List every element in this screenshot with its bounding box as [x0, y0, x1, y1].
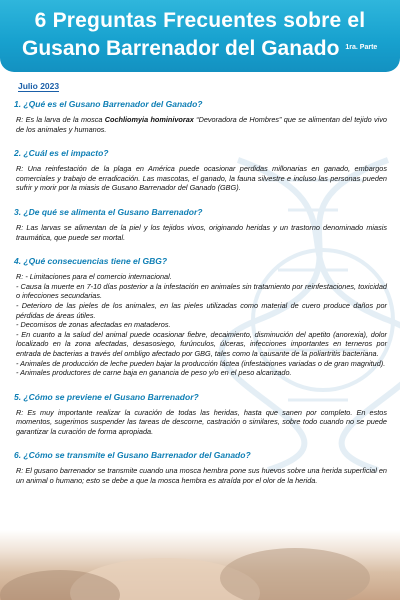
consequence-item: - Decomisos de zonas afectadas en mataderos. — [16, 320, 171, 330]
question-5: 5. ¿Cómo se previene el Gusano Barrenador? — [14, 391, 199, 402]
question-3: 3. ¿De qué se alimenta el Gusano Barrenador? — [14, 206, 203, 217]
consequence-item: - Animales de producción de leche pueden bajar la producción láctea (infestaciones variadas o de gran magnitud). — [16, 358, 386, 368]
question-1: 1. ¿Qué es el Gusano Barrenador del Ganado? — [14, 99, 203, 109]
hands-photo-background — [0, 530, 400, 600]
answer-5: R: Es muy importante realizar la curación de todas las heridas, hasta que sanen por completo. En estos momentos, sugerimos suspender las tareas de descorne, castración o similares, sobre todo cuando no se puede garantizar la curación de forma apropiada. — [16, 407, 387, 436]
title-line-2-text: Gusano Barrenador del Ganado — [22, 37, 340, 60]
consequence-item: - Animales productores de carne baja en ganancia de peso y/o en el peso alcanzado. — [16, 368, 292, 378]
answer-6: R: El gusano barrenador se transmite cuando una mosca hembra pone sus huevos sobre una herida superficial en un animal o humano; esto se debe a que la mosca hembra es atraída por el olor de la herida. — [16, 466, 387, 486]
question-2: 2. ¿Cuál es el impacto? — [14, 148, 109, 159]
question-4: 4. ¿Qué consecuencias tiene el GBG? — [14, 256, 168, 267]
consequence-item: - En cuanto a la salud del animal puede ocasionar fiebre, decaimiento, disminución del apetito (anorexia), dolor localizado en la zona afectadas, desasosiego, furúnculos, úlceras, infecciones importantes en terneros por entrada de bacterias a través del ombligo afectado por GBG, tales como la causante de la poliartritis bacteriana. — [16, 329, 387, 358]
answer-2: R: Una reinfestación de la plaga en América puede ocasionar perdidas millonarias en ganado, embargos comerciales y trabajo de erradicación. Las mascotas, el ganado, la fauna silvestre e incluso las personas pueden sufrir y morir por la miasis de Gusano Barrenador del Ganado (GBG). — [16, 164, 387, 193]
consequence-item: R: - Limitaciones para el comercio internacional. — [16, 272, 172, 282]
title-line-1: 6 Preguntas Frecuentes sobre el — [34, 9, 366, 32]
answer-3: R: Las larvas se alimentan de la piel y los tejidos vivos, originando heridas y un trastorno denominado miasis traumática, que puede ser mortal. — [16, 222, 387, 242]
title-line-2 — [22, 36, 377, 61]
question-6: 6. ¿Cómo se transmite el Gusano Barrenador del Ganado? — [14, 450, 251, 461]
faq-content — [14, 76, 387, 486]
answer-4 — [14, 272, 387, 378]
date-label: Julio 2023 — [18, 81, 60, 91]
answer-1: R: Es la larva de la mosca Cochliomyia hominivorax “Devoradora de Hombres” que se alimentan del tejido vivo de los animales y humanos. — [16, 115, 387, 134]
consequence-item: - Deterioro de las pieles de los animales, en las pieles utilizadas como material de cuero produce daños por pérdidas de áreas útiles. — [16, 300, 387, 320]
consequence-item: - Causa la muerte en 7-10 días posterior a la infestación en animales sin tratamiento por reinfestaciones, toxicidad o infecciones secundarias. — [16, 281, 387, 301]
part-label: 1ra. Parte — [345, 44, 378, 51]
species-name: Cochliomyia hominivorax — [104, 115, 194, 124]
title-banner — [0, 0, 400, 72]
